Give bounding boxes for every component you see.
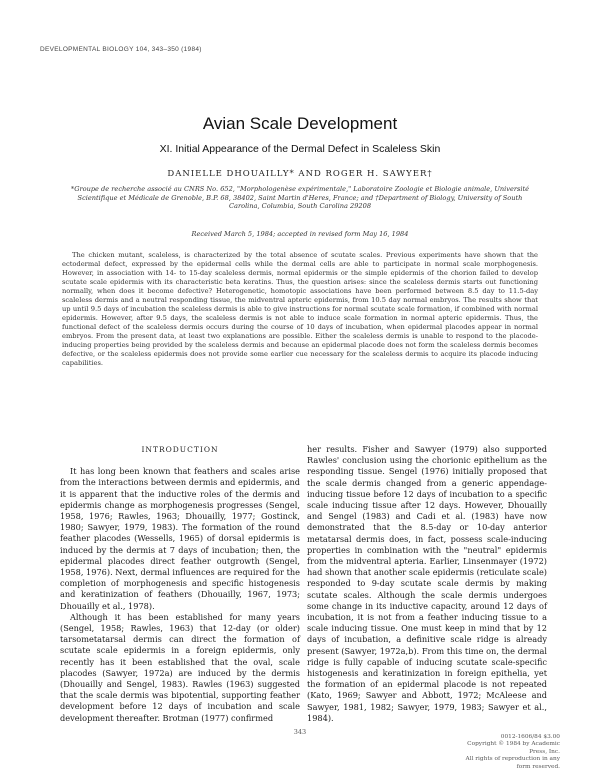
section-heading: INTRODUCTION	[141, 445, 219, 454]
journal-header: DEVELOPMENTAL BIOLOGY 104, 343–350 (1984)	[40, 46, 202, 53]
abstract: The chicken mutant, scaleless, is characterized by the total absence of scutate scales. Previous experiments have shown that the ectodermal defect, expressed by the epidermal cells while the dermal cells are able to participate in normal scale morphogenesis. However, in association with 14- to 15-day scaleless dermis, normal epidermis or the simple epidermis of the chorion failed to develop scutate scale epidermis with its characteristic beta keratins. Thus, the question arises: since the scaleless dermis starts out functioning normally, when does it become defective? Heterogenetic, homotopic associations have been performed between 8.5 day to 11.5-day scaleless dermis and a neutral responding tissue, the midventral apteric epidermis, from 10.5 day normal embryos. The results show that up until 9.5 days of incubation the scaleless dermis is able to give instructions for normal scutate scale formation, if combined with normal epidermis. However, after 9.5 days, the scaleless dermis is not able to induce scale formation in normal apteric epidermis. Thus, the functional defect of the scaleless dermis occurs during the course of 10 days of incubation, when epidermal placodes appear in normal embryos. From the present data, at least two explanations are possible. Either the scaleless dermis is unable to respond to the placode-inducing properties being provided by the scaleless dermis and because an epidermal placode does not form the scaleless dermis becomes defective, or the scaleless epidermis does not provide some earlier cue necessary for the scaleless dermis to acquire its placode inducing capabilities.	[62, 251, 538, 368]
page-number: 343	[293, 728, 307, 736]
copyright-line: Copyright © 1984 by Academic Press, Inc.	[467, 741, 560, 755]
article-authors: DANIELLE DHOUAILLY* AND ROGER H. SAWYER†	[167, 169, 433, 179]
right-column	[307, 444, 547, 724]
received-date: Received March 5, 1984; accepted in revised form May 16, 1984	[191, 230, 409, 238]
author-affiliation: *Groupe de recherche associé au CNRS No. 652, "Morphologenèse expérimentale," Laboratoire Zoologie et Biologie animale, Université Scientifique et Médicale de Grenoble, B.P. 68, 38402, Saint Martin d'Heres, France; and †Department of Biology, University of South Carolina, Columbia, South Carolina 29208	[70, 185, 530, 211]
paragraph: Although it has been established for many years (Sengel, 1958; Rawles, 1963) that 12-day (or older) tarsometatarsal dermis can direct the formation of scutate scale epidermis in a foreign epidermis, only recently has it been established that the oval, scale placodes (Sawyer, 1972a) are induced by the dermis (Dhouailly and Sengel, 1983). Rawles (1963) suggested that the scale dermis was bipotential, supporting feather development before 12 days of incubation and scale development thereafter. Brotman (1977) confirmed	[60, 611, 300, 723]
left-column	[60, 444, 300, 724]
paragraph: It has long been known that feathers and scales arise from the interactions between dermis and epidermis, and it is apparent that the inductive roles of the dermis and epidermis change as morphogenesis progresses (Sengel, 1958, 1976; Rawles, 1963; Dhouailly, 1977; Gostinck, 1980; Sawyer, 1979, 1983). The formation of the round feather placodes (Wessells, 1965) of dorsal epidermis is induced by the dermis at 7 days of incubation; then, the epidermal placodes direct feather outgrowth (Sengel, 1958, 1976). Next, dermal influences are required for the completion of morphogenesis and specific histogenesis and keratinization of feathers (Dhouailly, 1967, 1973; Dhouailly et al., 1978).	[60, 466, 300, 611]
article-title: Avian Scale Development	[202, 114, 398, 133]
copyright-line: 0012-1606/84 $3.00	[500, 734, 560, 740]
article-subtitle: XI. Initial Appearance of the Dermal Defect in Scaleless Skin	[159, 143, 441, 155]
copyright-notice	[452, 734, 560, 771]
copyright-line: All rights of reproduction in any form reserved.	[465, 756, 560, 770]
paragraph: her results. Fisher and Sawyer (1979) also supported Rawles' conclusion using the chorionic epithelium as the responding tissue. Sengel (1976) initially proposed that the scale dermis changed from a generic appendage-inducing tissue before 12 days of incubation to a specific scale inducing tissue after 12 days. However, Dhouailly and Sengel (1983) and Cadi et al. (1983) have now demonstrated that the 8.5-day or 10-day anterior metatarsal dermis does, in fact, possess scale-inducing properties in combination with the "neutral" epidermis from the midventral apteria. Earlier, Linsenmayer (1972) had shown that another scale epidermis (reticulate scale) responded to 9-day scutate scale dermis by making scutate scales. Although the scale dermis undergoes some change in its inductive capacity, around 12 days of incubation, it is not from a feather inducing tissue to a scale inducing tissue. One must keep in mind that by 12 days of incubation, a definitive scale ridge is already present (Sawyer, 1972a,b). From this time on, the dermal ridge is fully capable of inducing scutate scale-specific histogenesis and keratinization in foreign epithelia, yet the formation of an epidermal placode is not repeated (Kato, 1969; Sawyer and Abbott, 1972; McAleese and Sawyer, 1981, 1982; Sawyer, 1979, 1983; Sawyer et al., 1984).	[307, 444, 547, 723]
